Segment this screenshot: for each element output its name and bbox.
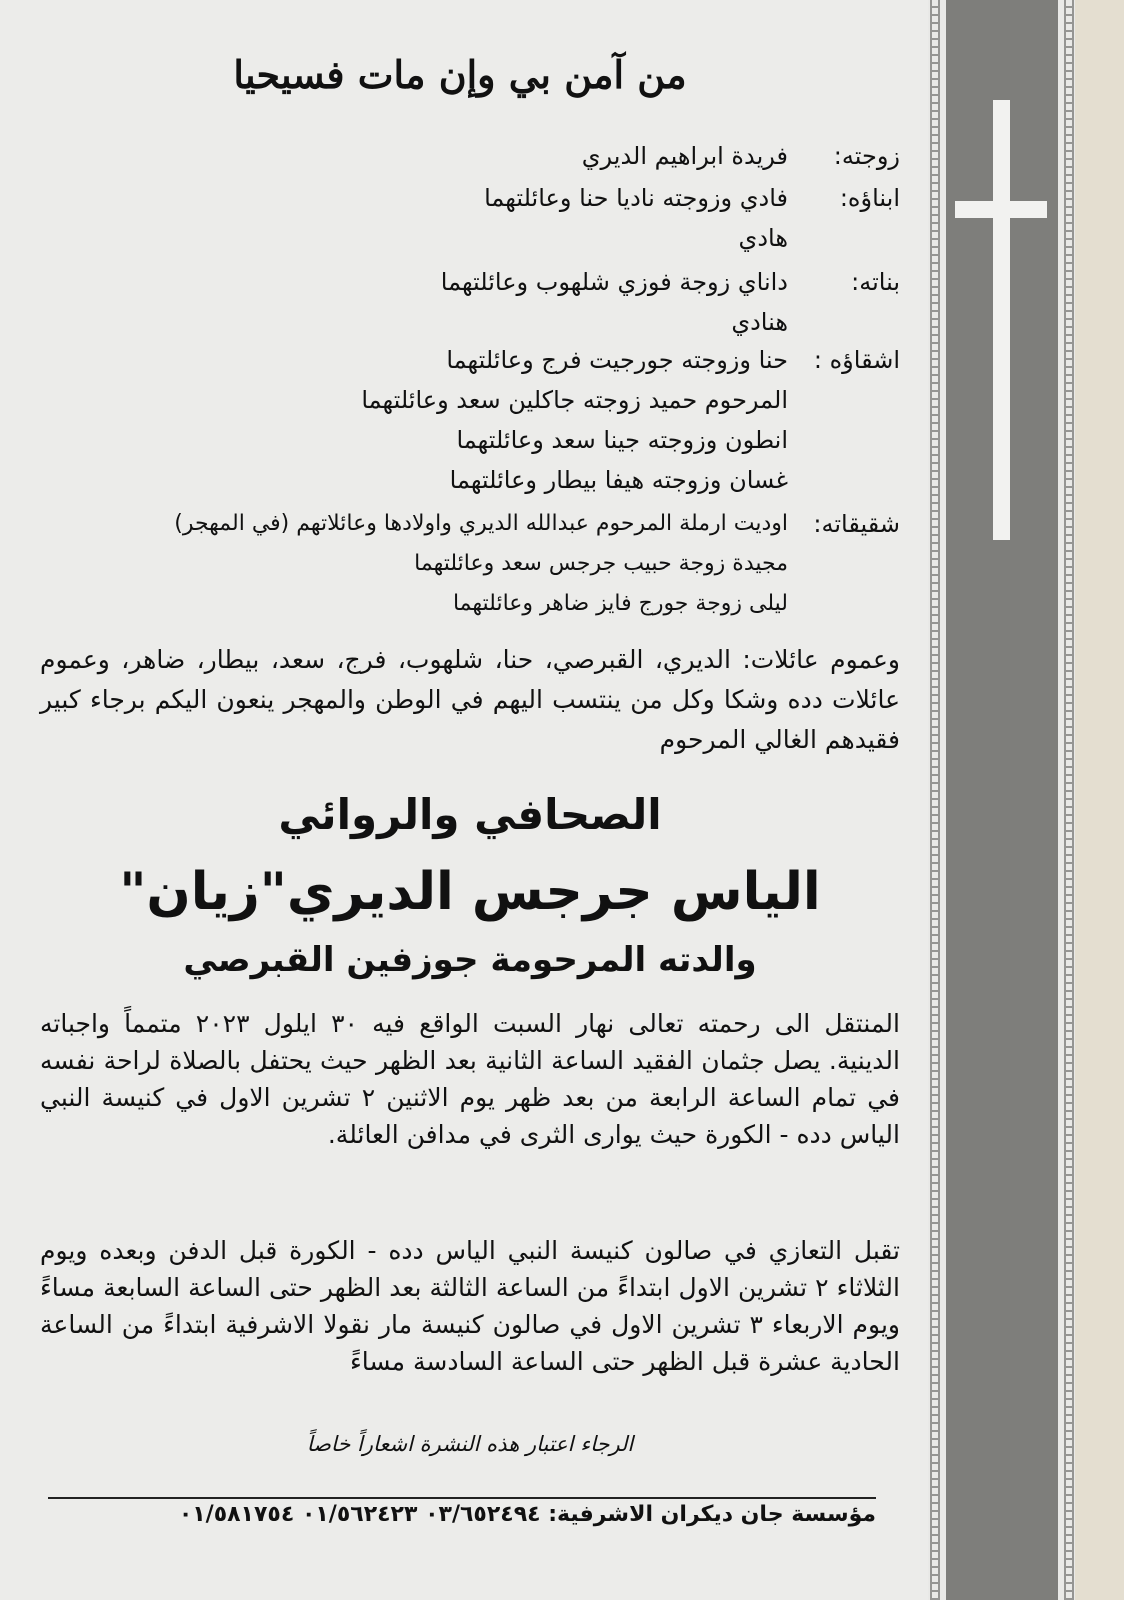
relative-name: فادي وزوجته ناديا حنا وعائلتهما <box>484 184 788 212</box>
deceased-profession: الصحافي والروائي <box>278 790 662 839</box>
relative-name: هنادي <box>731 308 788 336</box>
cross-icon <box>993 100 1010 540</box>
condolences-paragraph: تقبل التعازي في صالون كنيسة النبي الياس دده - الكورة قبل الدفن وبعده ويوم الثلاثاء ٢ تشرين الاول ابتداءً من الساعة الثالثة بعد الظهر حتى الساعة السابعة مساءً ويوم الاربعاء ٣ تشرين الاول في صالون كنيسة مار نقولا الاشرفية ابتداءً من الساعة الحادية عشرة قبل الظهر حتى الساعة السادسة مساءً <box>40 1236 900 1376</box>
relative-name: داناي زوجة فوزي شلهوب وعائلتهما <box>440 268 788 296</box>
mother-name: والدته المرحومة جوزفين القبرصي <box>183 940 757 980</box>
relative-name: حنا وزوجته جورجيت فرج وعائلتهما <box>446 346 788 374</box>
private-notice-note: الرجاء اعتبار هذه النشرة اشعاراً خاصاً <box>306 1432 634 1456</box>
relative-name: انطون وزوجته جينا سعد وعائلتهما <box>456 426 788 454</box>
deceased-name: الياس جرجس الديري"زيان" <box>119 862 821 922</box>
background-edge <box>1075 0 1124 1600</box>
relative-label: بناته: <box>851 268 900 296</box>
footer-divider <box>48 1497 876 1499</box>
relative-label: ابناؤه: <box>839 184 900 212</box>
relative-name: اوديت ارملة المرحوم عبدالله الديري واولادها وعائلاتهم (في المهجر) <box>174 511 788 536</box>
funeral-details-paragraph: المنتقل الى رحمته تعالى نهار السبت الواقع فيه ٣٠ ايلول ٢٠٢٣ متمماً واجباته الدينية. يصل جثمان الفقيد الساعة الثانية بعد الظهر حيث يحتفل بالصلاة لراحة نفسه في تمام الساعة الرابعة من بعد ظهر يوم الاثنين ٢ تشرين الاول في كنيسة النبي الياس دده - الكورة حيث يوارى الثرى في مدافن العائلة. <box>40 1009 900 1149</box>
relative-name: المرحوم حميد زوجته جاكلين سعد وعائلتهما <box>361 386 788 414</box>
relative-name: هادي <box>738 224 788 252</box>
greek-key-border-left <box>930 0 940 1600</box>
greek-key-border-right <box>1064 0 1074 1600</box>
relative-name: فريدة ابراهيم الديري <box>581 142 788 170</box>
notice-content <box>40 0 900 1600</box>
funeral-home-footer: مؤسسة جان ديكران الاشرفية: ٠٣/٦٥٢٤٩٤ ٠١/٥٦٢٤٢٣ ٠١/٥٨١٧٥٤ <box>178 1502 876 1527</box>
relative-label: زوجته: <box>833 142 900 170</box>
families-paragraph: وعموم عائلات: الديري، القبرصي، حنا، شلهوب، فرج، سعد، بيطار، ضاهر، وعموم عائلات دده وشكا وكل من ينتسب اليهم في الوطن والمهجر ينعون اليكم برجاء كبير فقيدهم الغالي المرحوم <box>40 645 900 754</box>
cross-icon-bar <box>955 201 1047 218</box>
relative-name: غسان وزوجته هيفا بيطار وعائلتهما <box>449 466 788 494</box>
relative-name: ليلى زوجة جورج فايز ضاهر وعائلتهما <box>452 591 788 616</box>
relative-name: مجيدة زوجة حبيب جرجس سعد وعائلتهما <box>414 551 788 576</box>
relative-label: شقيقاته: <box>813 510 900 538</box>
header-verse: من آمن بي وإن مات فسيحيا <box>233 52 687 97</box>
relative-label: اشقاؤه : <box>813 346 900 374</box>
